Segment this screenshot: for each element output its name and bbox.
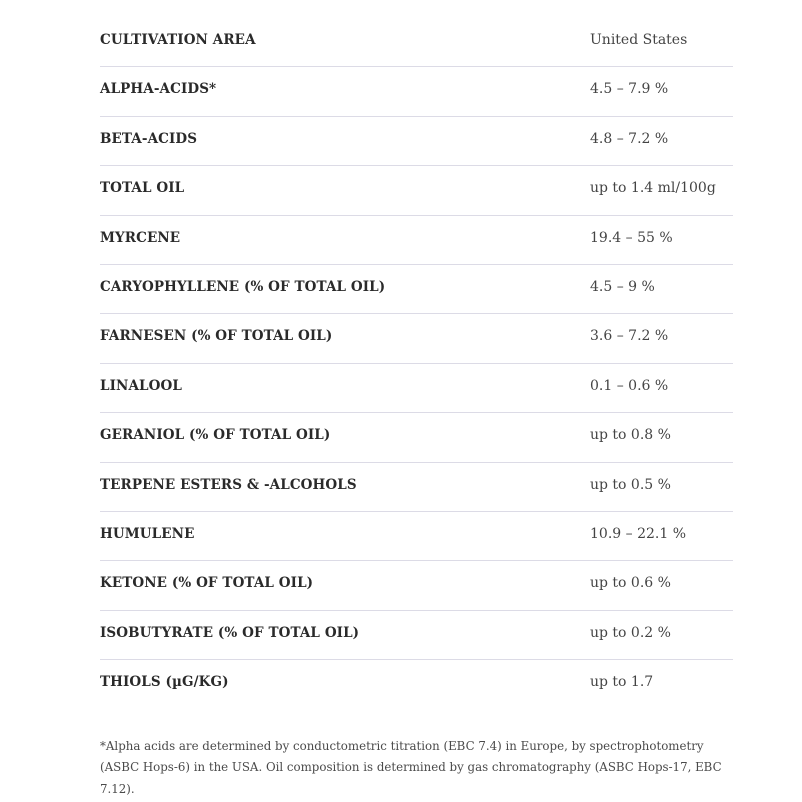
row-label-farnesen: FARNESEN (% OF TOTAL OIL) bbox=[100, 328, 333, 345]
table-row bbox=[100, 265, 733, 314]
row-label-myrcene: MYRCENE bbox=[100, 229, 181, 246]
row-value-total-oil: up to 1.4 ml/100g bbox=[590, 180, 716, 197]
table-row bbox=[100, 463, 733, 512]
row-value-myrcene: 19.4 – 55 % bbox=[590, 229, 673, 246]
row-label-geraniol: GERANIOL (% OF TOTAL OIL) bbox=[100, 427, 331, 444]
row-value-humulene: 10.9 – 22.1 % bbox=[590, 525, 686, 542]
table-row bbox=[100, 216, 733, 265]
row-value-isobutyrate: up to 0.2 % bbox=[590, 624, 671, 641]
row-value-alpha-acids: 4.5 – 7.9 % bbox=[590, 81, 669, 98]
row-label-linalool: LINALOOL bbox=[100, 377, 182, 394]
row-label-cultivation-area: CULTIVATION AREA bbox=[100, 32, 256, 48]
row-value-beta-acids: 4.8 – 7.2 % bbox=[590, 130, 669, 147]
table-row bbox=[100, 512, 733, 561]
row-value-ketone: up to 0.6 % bbox=[590, 575, 671, 592]
table-row bbox=[100, 413, 733, 462]
row-label-total-oil: TOTAL OIL bbox=[100, 180, 185, 197]
table-row bbox=[100, 314, 733, 363]
row-label-ketone: KETONE (% OF TOTAL OIL) bbox=[100, 575, 314, 592]
table-row bbox=[100, 561, 733, 610]
row-label-beta-acids: BETA-ACIDS bbox=[100, 130, 198, 147]
hop-specification-table bbox=[100, 18, 733, 709]
table-row bbox=[100, 364, 733, 413]
row-value-cultivation-area: United States bbox=[590, 32, 688, 48]
row-value-geraniol: up to 0.8 % bbox=[590, 427, 671, 444]
table-row bbox=[100, 611, 733, 660]
table-row bbox=[100, 67, 733, 116]
table-row bbox=[100, 660, 733, 709]
row-label-caryophyllene: CARYOPHYLLENE (% OF TOTAL OIL) bbox=[100, 278, 386, 295]
row-value-terpene-esters: up to 0.5 % bbox=[590, 476, 671, 493]
row-label-thiols: THIOLS (µG/KG) bbox=[100, 674, 229, 691]
row-value-farnesen: 3.6 – 7.2 % bbox=[590, 328, 669, 345]
row-value-caryophyllene: 4.5 – 9 % bbox=[590, 278, 655, 295]
row-value-thiols: up to 1.7 bbox=[590, 674, 654, 691]
row-label-terpene-esters: TERPENE ESTERS & -ALCOHOLS bbox=[100, 476, 357, 493]
table-row bbox=[100, 166, 733, 215]
row-label-isobutyrate: ISOBUTYRATE (% OF TOTAL OIL) bbox=[100, 624, 360, 641]
row-label-alpha-acids: ALPHA-ACIDS* bbox=[100, 81, 217, 98]
table-row bbox=[100, 117, 733, 166]
table-row bbox=[100, 18, 733, 67]
row-value-linalool: 0.1 – 0.6 % bbox=[590, 377, 669, 394]
row-label-humulene: HUMULENE bbox=[100, 525, 195, 542]
footnote: *Alpha acids are determined by conductometric titration (EBC 7.4) in Europe, by spectrophotometry (ASBC Hops-6) in the USA. Oil composition is determined by gas chromatography (ASBC Hops-17, EBC 7.12). bbox=[100, 738, 722, 796]
